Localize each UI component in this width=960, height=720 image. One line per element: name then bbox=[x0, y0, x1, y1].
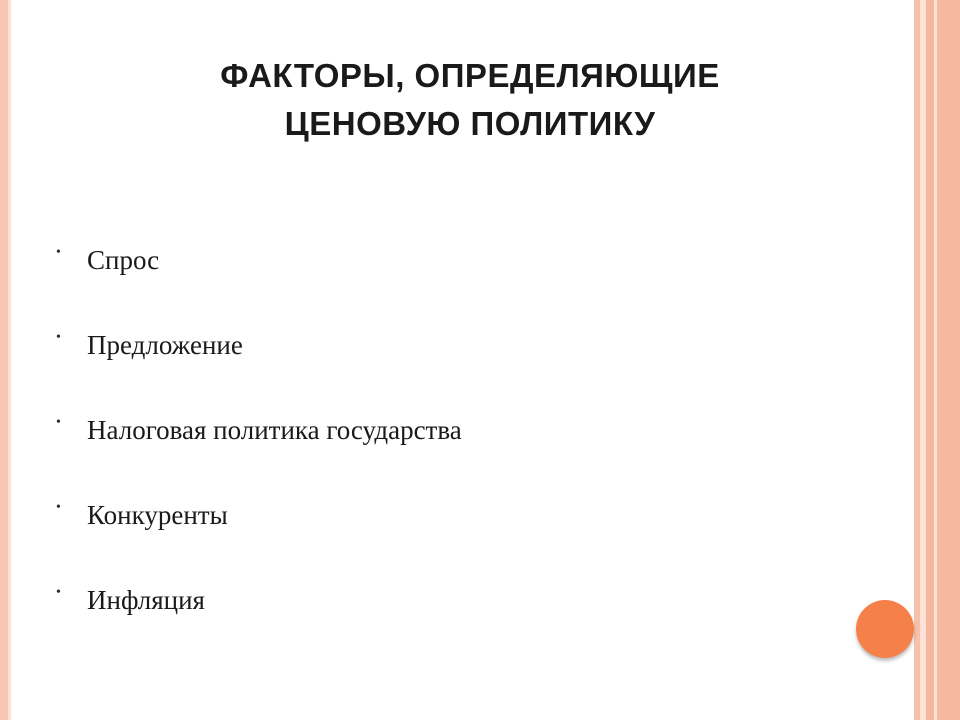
slide-title bbox=[90, 52, 850, 148]
right-stripe-3 bbox=[926, 0, 934, 720]
orange-circle-decoration bbox=[856, 600, 914, 658]
bullet-text: Предложение bbox=[87, 330, 243, 360]
bullet-item-supply bbox=[56, 325, 856, 410]
bullet-dot-icon: • bbox=[56, 585, 61, 600]
bullet-dot-icon: • bbox=[56, 330, 61, 345]
slide-title-line-1: ФАКТОРЫ, ОПРЕДЕЛЯЮЩИЕ bbox=[220, 57, 720, 94]
bullet-list bbox=[56, 240, 856, 665]
bullet-dot-icon: • bbox=[56, 245, 61, 260]
bullet-text: Спрос bbox=[87, 245, 160, 275]
bullet-item-tax-policy bbox=[56, 410, 856, 495]
right-stripe-5 bbox=[937, 0, 960, 720]
left-stripe-inner bbox=[8, 0, 11, 720]
slide-title-line-2: ЦЕНОВУЮ ПОЛИТИКУ bbox=[284, 105, 656, 142]
bullet-item-demand bbox=[56, 240, 856, 325]
bullet-item-inflation bbox=[56, 580, 856, 665]
bullet-item-competitors bbox=[56, 495, 856, 580]
left-stripe-outer bbox=[0, 0, 8, 720]
bullet-text: Налоговая политика государства bbox=[87, 415, 462, 445]
bullet-text: Инфляция bbox=[87, 585, 205, 615]
bullet-dot-icon: • bbox=[56, 500, 61, 515]
bullet-dot-icon: • bbox=[56, 415, 61, 430]
bullet-text: Конкуренты bbox=[87, 500, 228, 530]
